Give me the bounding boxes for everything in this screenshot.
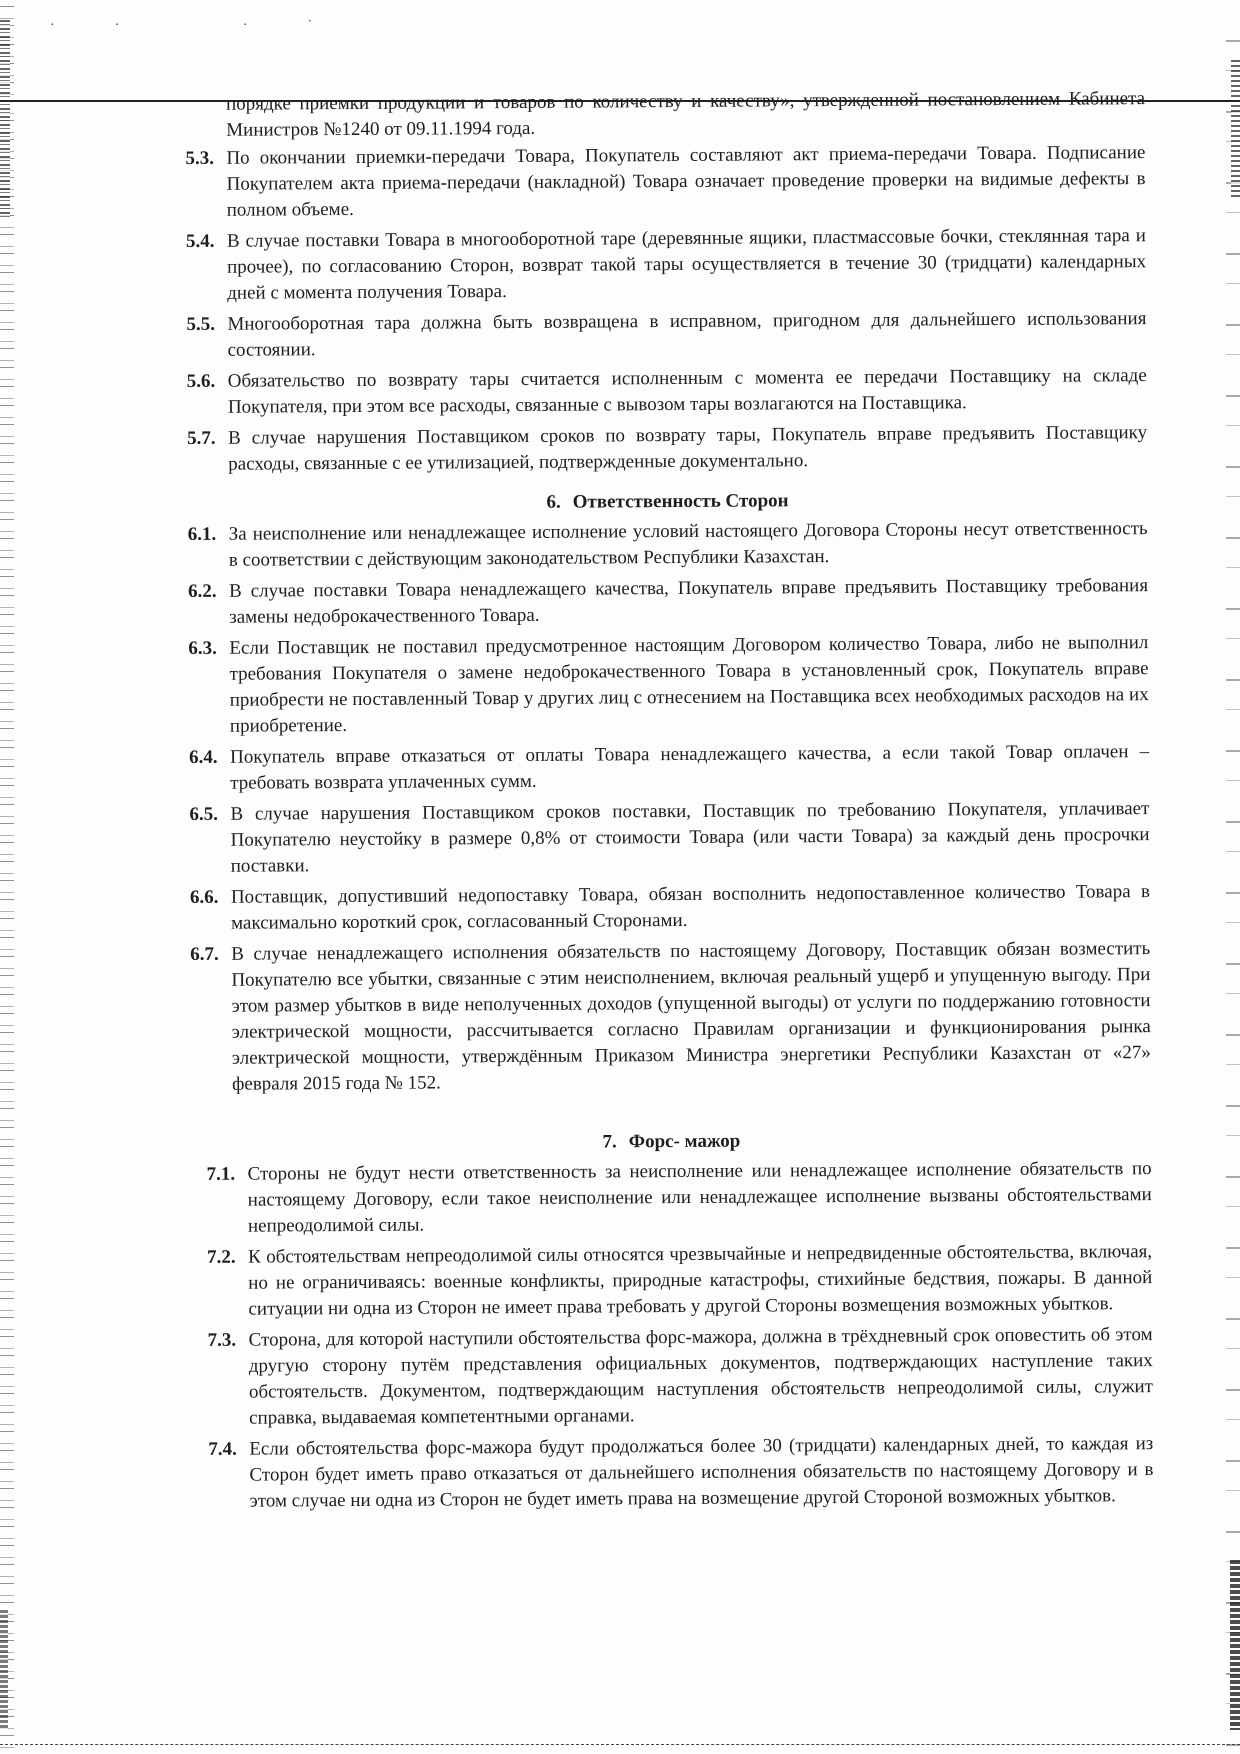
- clause-text: Сторона, для которой наступили обстоятельства форс-мажора, должна в трёхдневный срок оповестить об этом другую сторону путём представления официальных документов, подтверждающих наступление таких обстоятельств. Документом, подтверждающим наступления обстоятельств непреодолимой силы, служит справка, выдаваемая компетентными органами.: [248, 1324, 1153, 1429]
- section-title: Ответственность Сторон: [572, 490, 789, 513]
- clause-number: 6.1.: [187, 523, 217, 545]
- clause-number: 5.3.: [185, 147, 214, 169]
- clause-5-3: [185, 140, 1145, 224]
- clause-number: 7.3.: [207, 1329, 237, 1351]
- clause-number: 6.4.: [189, 746, 218, 768]
- section-5-items: [185, 140, 1147, 478]
- clause-number: 6.6.: [189, 886, 219, 908]
- clause-6-2: [188, 573, 1148, 631]
- clause-6-5: [189, 796, 1149, 880]
- section-6-items: [188, 516, 1152, 1098]
- scan-artifact-right: [1226, 0, 1240, 1754]
- scan-artifact-left-block-lower: [0, 1610, 8, 1730]
- scan-artifact-right-block: [1231, 60, 1240, 200]
- clause-text: Стороны не будут нести ответственность за неисполнение или ненадлежащее исполнение обязательств по настоящему Договору, если такое неисполнение или ненадлежащее исполнение вызваны обстоятельствами непреодолимой силы.: [247, 1158, 1152, 1237]
- scan-artifact-left: [0, 0, 14, 1754]
- clause-text: Покупатель вправе отказаться от оплаты Товара ненадлежащего качества, а если такой Товар оплачен – требовать возврата уплаченных сумм.: [230, 741, 1150, 794]
- clause-number: 5.5.: [186, 313, 215, 335]
- clause-number: 5.4.: [185, 230, 215, 252]
- clause-text: Многооборотная тара должна быть возвращена в исправном, пригодном для дальнейшего использования состоянии.: [227, 308, 1147, 361]
- clause-text: В случае нарушения Поставщиком сроков поставки, Поставщик по требованию Покупателя, уплачивает Покупателю неустойку в размере 0,8% от стоимости Товара (или части Товара) за каждый день просрочки поставки.: [230, 798, 1150, 877]
- clause-6-7: [190, 936, 1151, 1098]
- clause-text: В случае поставки Товара в многооборотной таре (деревянные ящики, пластмассовые бочки, стеклянная тара и прочее), по согласованию Сторон, возврат такой тары осуществляется в течение 30 (тридцати) календарных дней с момента получения Товара.: [226, 225, 1147, 304]
- document-page: [185, 86, 1154, 1520]
- clause-5-6: [187, 363, 1147, 421]
- clause-number: 5.7.: [187, 427, 216, 449]
- page-bottom-rule: [0, 1744, 1240, 1745]
- clause-5-5: [186, 306, 1146, 364]
- clause-7-1: [207, 1156, 1152, 1240]
- clause-text: За неисполнение или ненадлежащее исполнение условий настоящего Договора Стороны несут ответственность в соответствии с действующим законодательством Республики Казахстан.: [228, 518, 1148, 571]
- scan-artifact-left-block: [0, 20, 10, 220]
- clause-5-7: [187, 420, 1147, 478]
- continued-paragraph: порядке приемки продукции и товаров по количеству и качеству», утвержденной постановлением Кабинета Министров №1240 от 09.11.1994 года.: [226, 88, 1146, 141]
- clause-number: 6.7.: [190, 943, 219, 965]
- clause-text: Если обстоятельства форс-мажора будут продолжаться более 30 (тридцати) календарных дней, то каждая из Сторон будет иметь право отказаться от дальнейшего исполнения обязательств по настоящему Договору и в этом случае ни одна из Сторон не будет иметь права на возмещение другой Стороной возможных убытков.: [249, 1433, 1154, 1512]
- scan-artifact-right-block-lower: [1230, 1560, 1240, 1730]
- scan-specks: ·· ·˙: [50, 18, 373, 33]
- section-7-items: [207, 1156, 1154, 1515]
- section-7-heading: [191, 1126, 1151, 1158]
- clause-6-4: [189, 739, 1149, 797]
- clause-number: 6.5.: [189, 803, 218, 825]
- clause-6-1: [188, 516, 1148, 574]
- clause-7-2: [207, 1239, 1152, 1323]
- clause-number: 7.1.: [206, 1163, 236, 1185]
- clause-number: 6.2.: [187, 580, 217, 602]
- clause-6-3: [188, 630, 1149, 740]
- clause-text: По окончании приемки-передачи Товара, Покупатель составляют акт приема-передачи Товара. Подписание Покупателем акта приема-передачи (накладной) Товара означает проведение проверки на видимые дефекты в полном объеме.: [226, 142, 1146, 221]
- clause-text: К обстоятельствам непреодолимой силы относятся чрезвычайные и непредвиденные обстоятельства, включая, но не ограничиваясь: военные конфликты, природные катастрофы, стихийные бедствия, пожары. В данной ситуации ни одна из Сторон не имеет права требовать у другой Стороны возмещения возможных убытков.: [248, 1241, 1153, 1320]
- clause-text: В случае поставки Товара ненадлежащего качества, Покупатель вправе предъявить Поставщику требования замены недоброкачественного Товара.: [228, 575, 1149, 628]
- clause-text: Поставщик, допустивший недопоставку Товара, обязан восполнить недопоставленное количество Товара в максимально короткий срок, согласованный Сторонами.: [230, 881, 1150, 934]
- clause-7-3: [208, 1322, 1154, 1432]
- clause-number: 7.4.: [208, 1438, 237, 1460]
- clause-text: В случае нарушения Поставщиком сроков по возврату тары, Покупатель вправе предъявить Поставщику расходы, связанные с ее утилизацией, подтвержденные документально.: [228, 422, 1148, 475]
- clause-text: Обязательство по возврату тары считается исполненным с момента ее передачи Поставщику на складе Покупателя, при этом все расходы, связанные с вывозом тары возлагаются на Поставщика.: [227, 365, 1147, 418]
- clause-text: Если Поставщик не поставил предусмотренное настоящим Договором количество Товара, либо не выполнил требования Покупателя о замене недоброкачественного Товара в установленный срок, Покупатель вправе приобрести не поставленный Товар у других лиц с отнесением на Поставщика всех необходимых расходов на их приобретение.: [229, 632, 1149, 737]
- clause-number: 6.3.: [188, 637, 217, 659]
- clause-number: 5.6.: [186, 370, 216, 392]
- clause-number: 7.2.: [207, 1246, 236, 1268]
- section-title: Форс- мажор: [628, 1130, 741, 1153]
- clause-text: В случае ненадлежащего исполнения обязательств по настоящему Договору, Поставщик обязан возместить Покупателю все убытки, связанные с этим неисполнением, включая реальный ущерб и упущенную выгоду. При этом размер убытков в виде неполученных доходов (упущенной выгоды) от услуги по поддержанию готовности электрической мощности, рассчитывается согласно Правилам организации и функционирования рынка электрической мощности, утверждённым Приказом Министра энергетики Республики Казахстан от «27» февраля 2015 года № 152.: [231, 938, 1151, 1095]
- section-6-heading: [187, 486, 1147, 518]
- section-number: 7.: [602, 1131, 617, 1153]
- section-number: 6.: [546, 491, 561, 513]
- clause-6-6: [190, 879, 1150, 937]
- clause-7-4: [208, 1431, 1153, 1515]
- clause-5-4: [186, 223, 1146, 307]
